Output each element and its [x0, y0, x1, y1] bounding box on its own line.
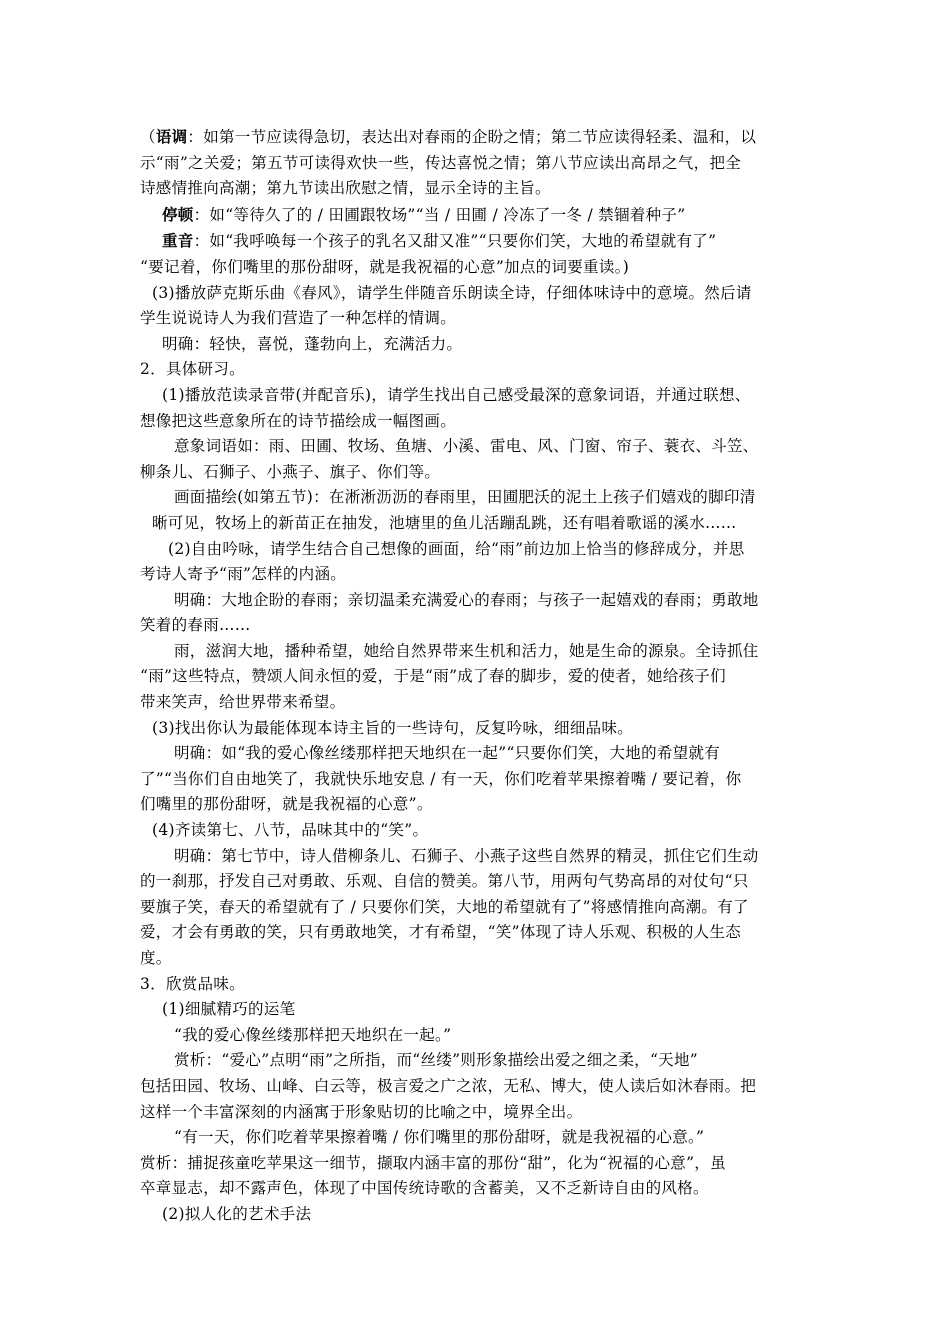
- item-3: (3)找出你认为最能体现本诗主旨的一些诗句，反复吟咏，细细品味。: [152, 718, 634, 737]
- text: ：如第一节应读得急切，表达出对春雨的企盼之情；第二节应读得轻柔、温和，以: [187, 128, 757, 146]
- sub-heading-2: (2)拟人化的艺术手法: [162, 1204, 312, 1223]
- open-paren: （: [140, 128, 156, 146]
- paragraph-pause: [140, 202, 810, 229]
- rain-analysis-line-2: “雨”这些特点，赞颂人间永恒的爱，于是“雨”成了春的脚步，爱的使者，她给孩子们: [140, 667, 726, 686]
- text: ：如“我呼唤每一个孩子的乳名又甜又准”“只要你们笑，大地的希望就有了”: [193, 232, 717, 251]
- paragraph-3-line-1: (3)播放萨克斯乐曲《春风》，请学生伴随音乐朗读全诗，仔细体味诗中的意境。然后请: [152, 283, 752, 302]
- label-stress: 重音: [162, 231, 194, 251]
- scene-description-line-1: 画面描绘(如第五节)：在淅淅沥沥的春雨里，田圃肥沃的泥土上孩子们嬉戏的脚印清: [174, 488, 756, 507]
- paragraph-stress-line-1: [140, 228, 810, 255]
- answer-smile-line-3: 要旗子笑，春天的希望就有了 / 只要你们笑，大地的希望就有了”将感情推向高潮。有了: [140, 897, 749, 916]
- answer-theme-line-1: 明确：如“我的爱心像丝缕那样把天地织在一起”“只要你们笑，大地的希望就有: [174, 744, 721, 763]
- answer-rain-line-1: 明确：大地企盼的春雨；亲切温柔充满爱心的春雨；与孩子一起嬉戏的春雨；勇敢地: [174, 590, 759, 609]
- label-pause: 停顿: [162, 204, 194, 224]
- answer-smile-line-2: 的一刹那，抒发自己对勇敢、乐观、自信的赞美。第八节，用两句气势高昂的对仗句“只: [140, 872, 749, 891]
- appreciation-1-line-2: 包括田园、牧场、山峰、白云等，极言爱之广之浓，无私、博大，使人读后如沐春雨。把: [140, 1076, 757, 1095]
- sub-heading-1: (1)细腻精巧的运笔: [162, 1000, 296, 1019]
- answer-theme-line-3: 们嘴里的那份甜呀，就是我祝福的心意”。: [140, 795, 433, 814]
- answer-rain-line-2: 笑着的春雨……: [140, 616, 251, 635]
- appreciation-2-line-1: 赏析：捕捉孩童吃苹果这一细节，撷取内涵丰富的那份“甜”，化为“祝福的心意”，虽: [140, 1153, 726, 1172]
- item-2-line-2: 考诗人寄予“雨”怎样的内涵。: [140, 565, 347, 584]
- scene-description-line-2: 晰可见，牧场上的新苗正在抽发，池塘里的鱼儿活蹦乱跳，还有唱着歌谣的溪水……: [152, 513, 737, 532]
- quote-1: “我的爱心像丝缕那样把天地织在一起。”: [174, 1025, 452, 1044]
- paragraph-tone-line-3: 诗感情推向高潮；第九节读出欣慰之情，显示全诗的主旨。: [140, 179, 551, 198]
- item-1-line-1: (1)播放范读录音带(并配音乐)，请学生找出自己感受最深的意象词语，并通过联想、: [162, 385, 751, 404]
- paragraph-tone-line-2: 示“雨”之关爱；第五节可读得欢快一些，传达喜悦之情；第八节应读出高昂之气，把全: [140, 153, 742, 172]
- item-1-line-2: 想像把这些意象所在的诗节描绘成一幅图画。: [140, 411, 457, 430]
- rain-analysis-line-1: 雨，滋润大地，播种希望，她给自然界带来生机和活力，她是生命的源泉。全诗抓住: [174, 641, 759, 660]
- paragraph-stress-line-2: “要记着，你们嘴里的那份甜呀，就是我祝福的心意”加点的词要重读。): [140, 257, 630, 276]
- answer-smile-line-4: 爱，才会有勇敢的笑，只有勇敢地笑，才有希望，“笑”体现了诗人乐观、积极的人生态: [140, 923, 742, 942]
- item-2-line-1: (2)自由吟咏，请学生结合自己想像的画面，给“雨”前边加上恰当的修辞成分，并思: [168, 539, 745, 558]
- appreciation-1-line-1: 赏析：“爱心”点明“雨”之所指，而“丝缕”则形象描绘出爱之细之柔，“天地”: [174, 1051, 698, 1070]
- quote-2: “有一天，你们吃着苹果擦着嘴 / 你们嘴里的那份甜呀，就是我祝福的心意。”: [174, 1128, 705, 1147]
- answer-mood: 明确：轻快，喜悦，蓬勃向上，充满活力。: [162, 334, 463, 353]
- appreciation-1-line-3: 这样一个丰富深刻的内涵寓于形象贴切的比喻之中，境界全出。: [140, 1102, 583, 1121]
- answer-smile-line-1: 明确：第七节中，诗人借柳条儿、石狮子、小燕子这些自然界的精灵，抓住它们生动: [174, 846, 759, 865]
- item-4: (4)齐读第七、八节，品味其中的“笑”。: [152, 821, 429, 840]
- text: ：如“等待久了的 / 田圃跟牧场”“当 / 田圃 / 冷冻了一冬 / 禁锢着种子”: [193, 205, 686, 224]
- rain-analysis-line-3: 带来笑声，给世界带来希望。: [140, 693, 346, 712]
- imagery-words-line-2: 柳条儿、石狮子、小燕子、旗子、你们等。: [140, 462, 441, 481]
- paragraph-tone-line-1: [140, 124, 810, 151]
- answer-smile-line-5: 度。: [140, 949, 172, 967]
- label-tone: 语调: [155, 127, 188, 146]
- answer-theme-line-2: 了”“当你们自由地笑了，我就快乐地安息 / 有一天，你们吃着苹果擦着嘴 / 要记着，你: [140, 769, 742, 788]
- paragraph-3-line-2: 学生说说诗人为我们营造了一种怎样的情调。: [140, 309, 457, 328]
- imagery-words-line-1: 意象词语如：雨、田圃、牧场、鱼塘、小溪、雷电、风、门窗、帘子、蓑衣、斗笠、: [174, 437, 759, 456]
- section-heading-2: 2．具体研习。: [140, 360, 245, 379]
- appreciation-2-line-2: 卒章显志，却不露声色，体现了中国传统诗歌的含蓄美，又不乏新诗自由的风格。: [140, 1179, 709, 1198]
- document-page: [140, 124, 810, 1228]
- section-heading-3: 3．欣赏品味。: [140, 974, 245, 993]
